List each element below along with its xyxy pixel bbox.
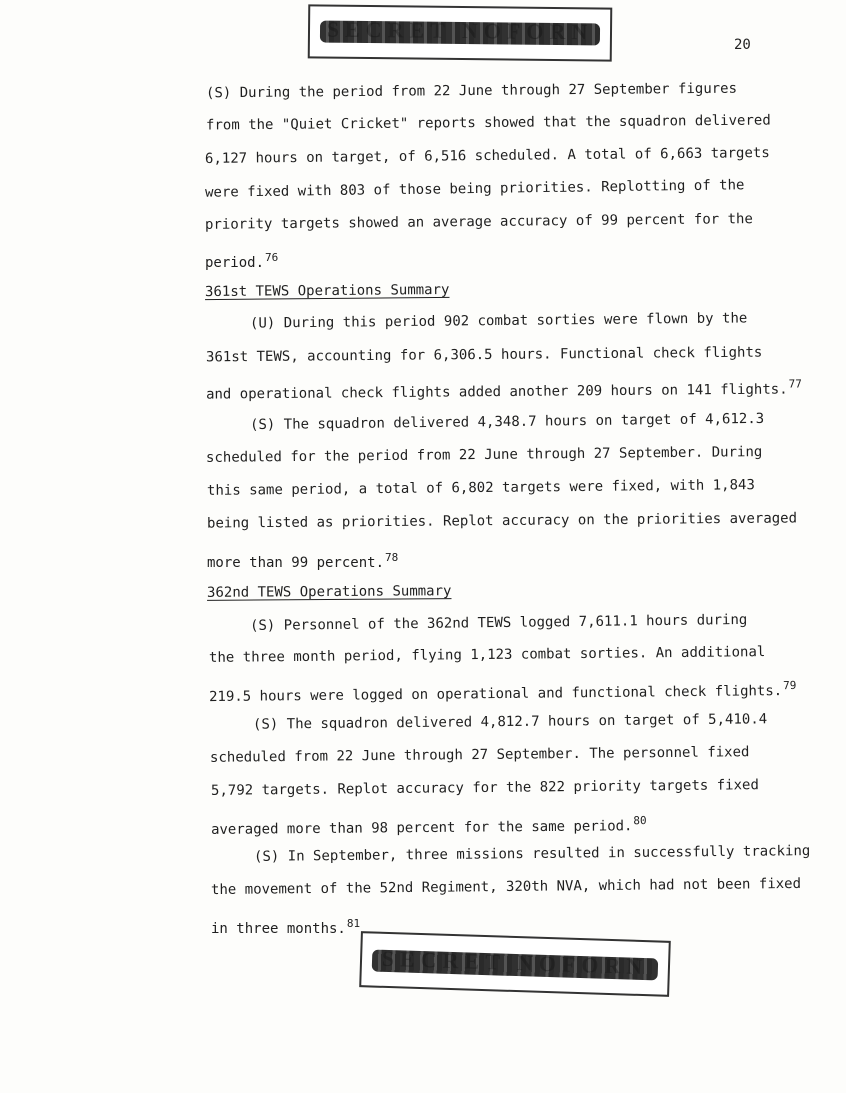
line-text: 219.5 hours were logged on operational and functional check flights. [208, 683, 783, 706]
classification-stamp-top [308, 4, 613, 61]
text-line [207, 476, 755, 500]
text-line [209, 677, 797, 706]
footnote-ref: 81 [346, 917, 361, 930]
text-line [210, 743, 750, 767]
section-heading [207, 582, 452, 602]
heading-text: 361st TEWS Operations Summary [204, 281, 450, 301]
line-text: this same period, a total of 6,802 targets were fixed, with 1,843 [206, 477, 755, 499]
text-line [253, 710, 767, 733]
footnote-ref: 76 [265, 251, 279, 264]
footnote-ref: 77 [788, 377, 802, 391]
line-text: priority targets showed an average accuracy of 99 percent for the [204, 211, 753, 233]
text-line [211, 812, 647, 839]
text-line [211, 915, 360, 938]
line-text: 5,792 targets. Replot accuracy for the 822 priority targets fixed [210, 777, 759, 799]
text-line [206, 375, 802, 403]
line-text: averaged more than 98 percent for the same period. [210, 818, 633, 838]
footnote-ref: 79 [783, 678, 797, 693]
line-text: (S) The squadron delivered 4,812.7 hours on target of 5,410.4 [252, 711, 768, 733]
heading-text: 362nd TEWS Operations Summary [206, 583, 452, 601]
text-line [250, 309, 747, 332]
text-line [205, 176, 745, 202]
text-line [205, 210, 753, 234]
line-text: (S) Personnel of the 362nd TEWS logged 7,611.1 hours during [249, 611, 748, 635]
line-text: period. [205, 255, 265, 271]
line-text: were fixed with 803 of those being priorities. Replotting of the [204, 177, 745, 201]
line-text: (S) In September, three missions resulted in successfully tracking [253, 843, 811, 865]
section-heading [205, 281, 450, 301]
stamp-text: SECRET NOFORN [326, 16, 594, 45]
page-number: 20 [734, 37, 751, 53]
line-text: scheduled for the period from 22 June through 27 September. During [205, 444, 763, 466]
text-line [205, 144, 770, 168]
stamp-text: SECRET NOFORN [381, 945, 649, 980]
classification-stamp-bottom [359, 931, 671, 997]
text-line [206, 344, 762, 367]
line-text: the three month period, flying 1,123 combat sorties. An additional [208, 644, 766, 666]
text-line [254, 842, 810, 866]
line-text: and operational check flights added another 209 hours on 141 flights. [205, 381, 788, 403]
line-text: more than 99 percent. [207, 555, 385, 571]
line-text: 6,127 hours on target, of 6,516 scheduled. A total of 6,663 targets [204, 145, 770, 167]
line-text: scheduled from 22 June through 27 September. The personnel fixed [209, 744, 750, 766]
line-text: from the "Quiet Cricket" reports showed that the squadron delivered [205, 112, 771, 134]
line-text: the movement of the 52nd Regiment, 320th NVA, which had not been fixed [210, 875, 802, 899]
text-line [207, 509, 797, 532]
text-line [206, 80, 737, 103]
footnote-ref: 78 [385, 551, 399, 564]
line-text: being listed as priorities. Replot accuracy on the priorities averaged [206, 510, 798, 532]
text-line [211, 875, 801, 899]
text-line [206, 443, 762, 467]
text-line [206, 112, 771, 135]
text-line [250, 611, 747, 635]
text-line [205, 249, 278, 272]
line-text: (U) During this period 902 combat sorties were flown by the [249, 310, 748, 332]
line-text: (S) The squadron delivered 4,348.7 hours on target of 4,612.3 [249, 410, 765, 434]
text-line [207, 549, 398, 572]
footnote-ref: 80 [633, 814, 647, 828]
text-line [250, 410, 764, 434]
text-line [209, 643, 765, 667]
line-text: 361st TEWS, accounting for 6,306.5 hours. Functional check flights [205, 344, 763, 366]
line-text: (S) During the period from 22 June through 27 September figures [205, 80, 738, 102]
line-text: in three months. [211, 921, 346, 937]
text-line [211, 776, 759, 800]
